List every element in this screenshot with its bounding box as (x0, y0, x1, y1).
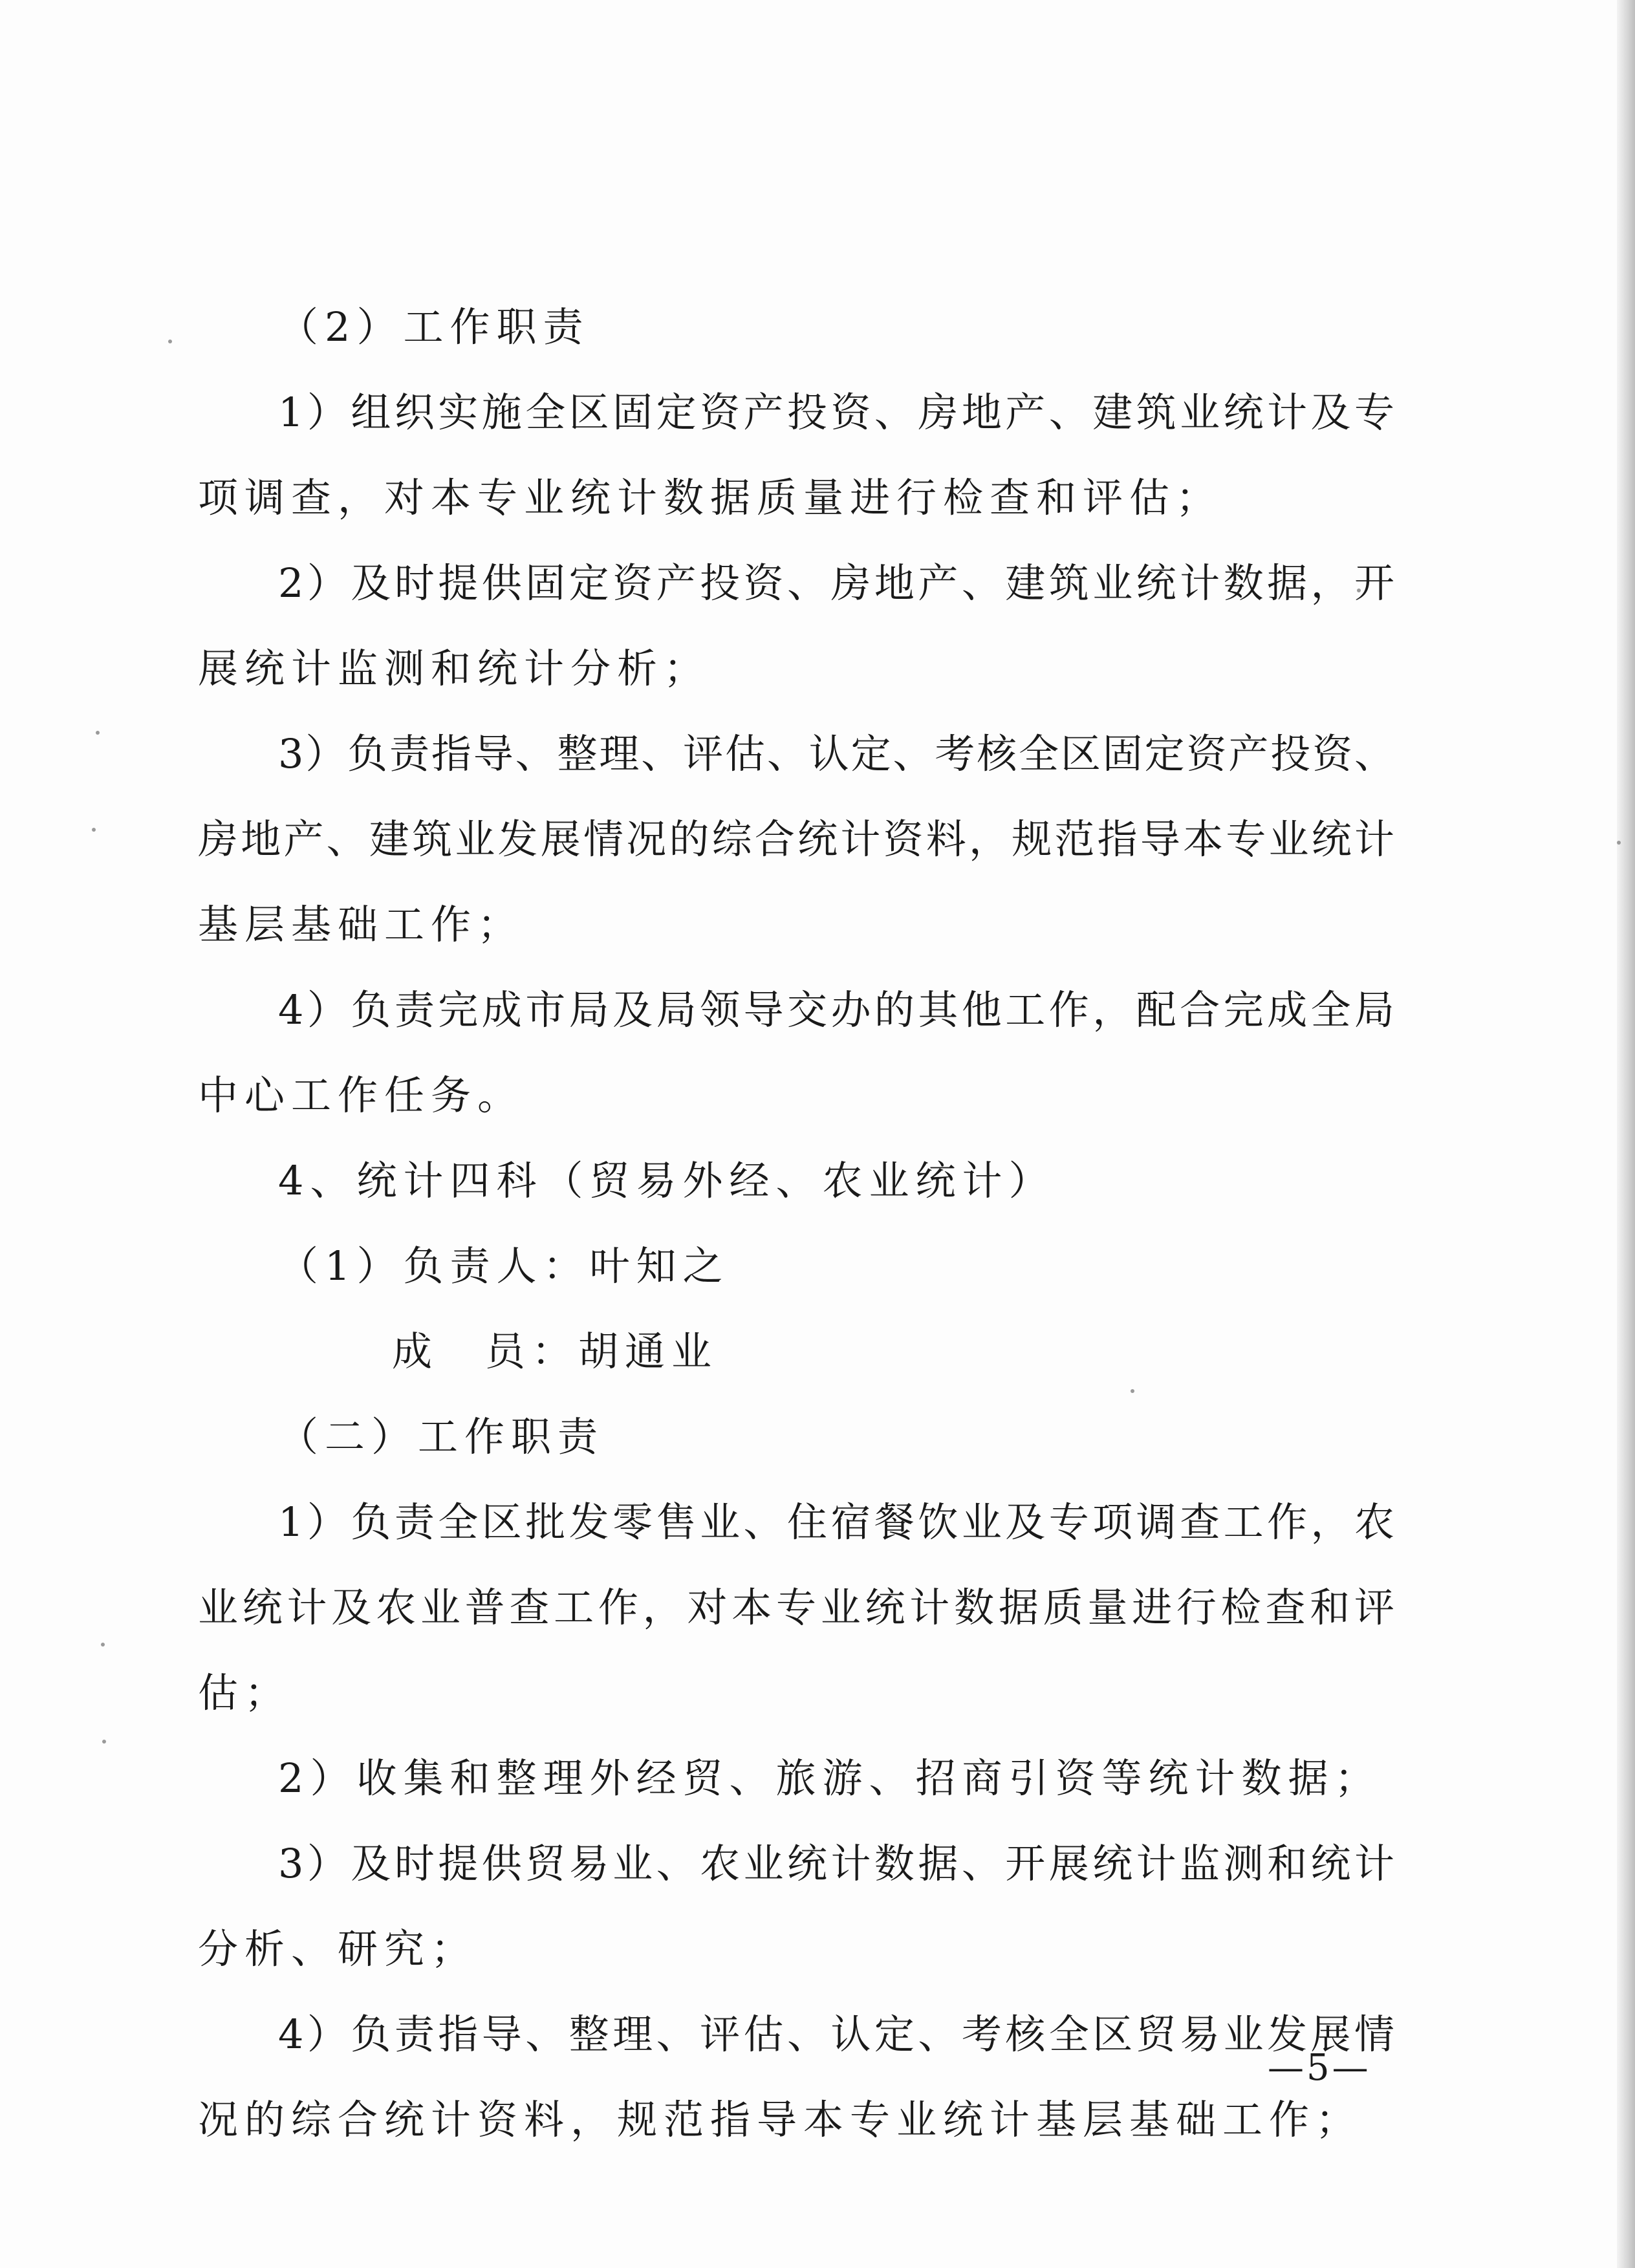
body-line: 3）负责指导、整理、评估、认定、考核全区固定资产投资、 (278, 730, 1394, 777)
body-line: 房地产、建筑业发展情况的综合统计资料，规范指导本专业统计 (198, 815, 1394, 863)
scan-speck (96, 731, 100, 735)
body-line: 1）负责全区批发零售业、住宿餐饮业及专项调查工作，农 (278, 1498, 1394, 1546)
body-line: （1）负责人：叶知之 (278, 1242, 730, 1290)
scan-speck (101, 1643, 105, 1647)
body-line: 况的综合统计资料，规范指导本专业统计基层基础工作； (198, 2096, 1363, 2143)
scan-speck (1617, 841, 1621, 845)
body-line: 业统计及农业普查工作，对本专业统计数据质量进行检查和评 (198, 1584, 1394, 1631)
body-line: 2）及时提供固定资产投资、房地产、建筑业统计数据，开 (278, 559, 1394, 607)
body-line: 分析、研究； (198, 1925, 478, 1972)
body-line: 1）组织实施全区固定资产投资、房地产、建筑业统计及专 (278, 389, 1394, 436)
body-line: 3）及时提供贸易业、农业统计数据、开展统计监测和统计 (278, 1840, 1394, 1887)
scan-speck (92, 828, 96, 832)
body-line: 估； (198, 1669, 292, 1716)
body-line: 2）收集和整理外经贸、旅游、招商引资等统计数据； (278, 1755, 1381, 1802)
body-line: 项调查，对本专业统计数据质量进行检查和评估； (198, 474, 1223, 521)
body-line: 4）负责指导、整理、评估、认定、考核全区贸易业发展情 (278, 2011, 1394, 2058)
body-line: （二）工作职责 (278, 1413, 605, 1460)
body-line: 4）负责完成市局及局领导交办的其他工作，配合完成全局 (278, 986, 1394, 1033)
body-line: 成 员：胡通业 (392, 1328, 719, 1375)
page-number: —5— (1268, 2047, 1371, 2089)
document-body (198, 285, 1394, 2163)
body-line: 4、统计四科（贸易外经、农业统计） (278, 1157, 1056, 1204)
body-line: 展统计监测和统计分析； (198, 645, 711, 692)
body-line: （2）工作职责 (278, 303, 590, 351)
scan-speck (168, 340, 172, 343)
body-line: 基层基础工作； (198, 901, 525, 948)
scan-shadow-edge (1617, 0, 1635, 2268)
scan-speck (102, 1740, 106, 1744)
body-line: 中心工作任务。 (198, 1072, 525, 1119)
